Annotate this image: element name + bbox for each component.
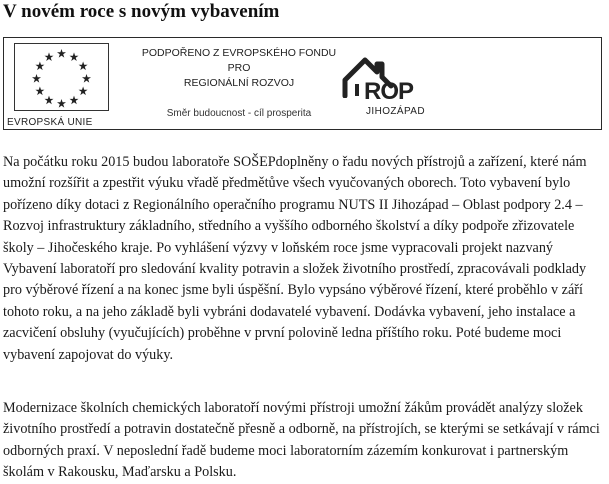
eu-flag-icon xyxy=(14,43,109,111)
article-title: V novém roce s novým vybavením xyxy=(3,1,280,22)
rop-logo-text: ROP xyxy=(364,78,414,105)
funding-banner xyxy=(3,37,602,130)
fund-line-3: REGIONÁLNÍ ROZVOJ xyxy=(183,77,295,89)
rop-region: JIHOZÁPAD xyxy=(366,106,425,117)
eu-label: EVROPSKÁ UNIE xyxy=(7,117,93,128)
fund-line-2: PRO xyxy=(227,62,251,74)
article-paragraph-1: Na počátku roku 2015 budou laboratoře SOŠEPdoplněny o řadu nových přístrojů a zařízení, které nám umožní rozšířit a zpestřit výuku vřadě předmětůve všech vyučovaných oborech. Toto vybavení bylo pořízeno díky dotaci z Regionálního operačního programu NUTS II Jihozápad – Oblast podpory 2.4 – Rozvoj infrastruktury základního, středního a vyššího odborného školství a díky podpoře zřizovatele školy – Jihočeského kraje. Po vyhlášení výzvy v loňském roce jsme vypracovali projekt nazvaný Vybavení laboratoří pro sledování kvality potravin a složek životního prostředí, zpracovávali podklady pro výběrové řízení a na konec jsme byli úspěšní. Bylo vypsáno výběrové řízení, které proběhlo v září tohoto roku, a na jeho základě byli vybráni dodavatelé vybavení. Dodávka vybavení, jeho instalace a zacvičení obsluhy (vyučujících) proběhne v první polovině ledna příštího roku. Poté budeme moci vybavení zapojovat do výuky. xyxy=(3,154,587,363)
fund-line-1: PODPOŘENO Z EVROPSKÉHO FONDU xyxy=(141,47,337,59)
article-paragraph-2: Modernizace školních chemických laboratoří novými přístroji umožní žákům provádět analýzy složek životního prostředí a potravin dostatečně přesně a odborně, na přístrojích, se kterými se setkávají v rámci odborných praxí. V neposlední řadě budeme moci laboratorním zázemím konkurovat i partnerským školám v Rakousku, Maďarsku a Polsku. xyxy=(3,400,600,481)
slogan: Směr budoucnost - cíl prosperita xyxy=(166,108,312,119)
